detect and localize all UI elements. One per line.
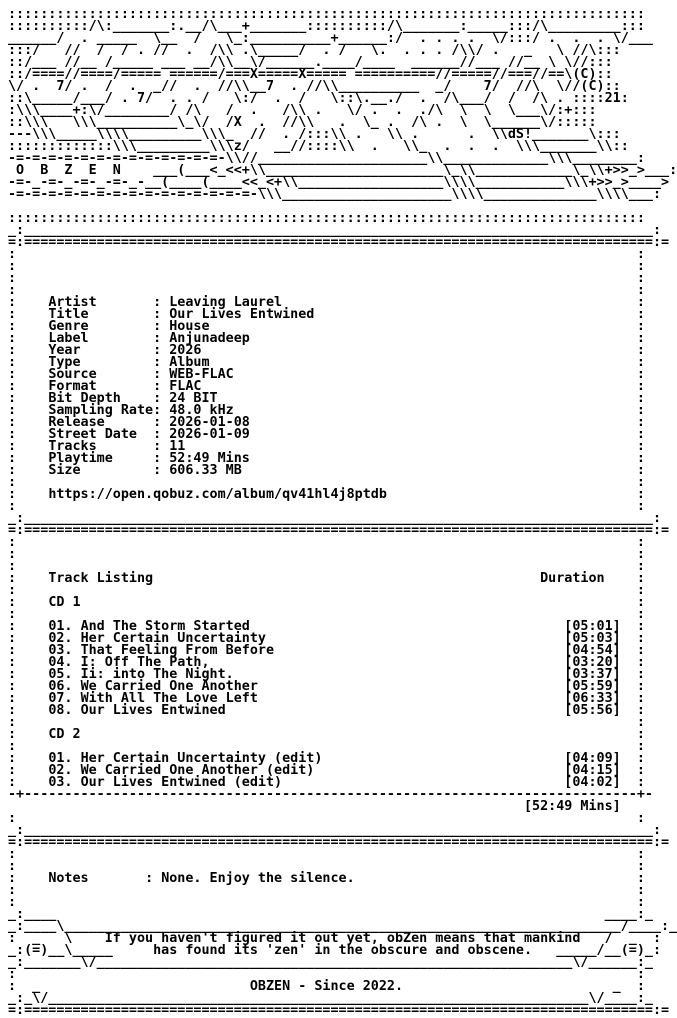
track-title: I: Off The Path, [80,655,210,670]
banner-art: ---\\\_____\\\\_________\\\_ // . /:::\\ . \\ . . \\dS!_______\::: [8,127,621,142]
notes-key: Notes [48,871,146,886]
banner-art: ______/ . _____ \__ / \_:__________+______:/ . . . . \/:::/ . . . \/___ [8,31,653,46]
info-key: Genre [48,319,154,334]
track-duration: [05:59] [564,679,621,694]
frame-blank: : : [8,607,645,622]
banner-line [8,187,662,202]
info-row-release: : Release : 2026-01-08 : [8,415,645,430]
info-row-playtime: : Playtime : 52:49 Mins : [8,451,645,466]
info-key: Tracks [48,439,154,454]
info-value: 2026 [169,343,202,358]
disc-label: CD 1 [48,595,81,610]
frame-rule-art: =:==============================================================================:= [8,523,670,538]
info-value: Leaving Laurel [169,295,283,310]
info-key: Title [48,307,154,322]
info-key: Artist [48,295,154,310]
info-value: 48.0 kHz [169,403,234,418]
track-title: We Carried One Another (edit) [80,763,315,778]
track-title: We Carried One Another [80,679,258,694]
frame-blank: : : [8,247,645,262]
info-row-sampling-rate: : Sampling Rate: 48.0 kHz : [8,403,645,418]
footer-art: : _ OBZEN - Since 2022. _ : [8,979,645,994]
info-url-row: : https://open.qobuz.com/album/qv41hl4j8ptdb : [8,487,645,502]
track-number: 05. [48,667,73,682]
notes-row: : Notes : None. Enjoy the silence. : [8,871,645,886]
info-row-bit-depth: : Bit Depth : 24 BIT : [8,391,645,406]
banner-art: ::\\\ \\\__________\_\/ /X . //\\ . \_ . /\ . \ \______\/::::: [8,115,597,130]
track-number: 03. [48,775,73,790]
track-duration: [04:54] [564,643,621,658]
banner-art: :\\\____+:\/________/ /\ / . /\\ . \/ . . ./\ \ \ \___\/:+::: [8,103,597,118]
frame-blank: : : [8,547,645,562]
track-duration: [03:37] [564,667,621,682]
tracklist-total: [52:49 Mins] [523,799,621,814]
track-number: 08. [48,703,73,718]
tracklist-heading: Track Listing [48,571,154,586]
info-value: 606.33 MB [169,463,242,478]
disc-label-row: : CD 2 : [8,727,645,742]
info-key: Size [48,463,154,478]
track-title: Our Lives Entwined (edit) [80,775,283,790]
track-row: : 07. With All The Love Left [06:33] : [8,691,645,706]
footer-art: _:____ ____:_ [8,907,653,922]
banner-art: -=-_-=-_-=-_-=-_-__(____(____<<_<+\\__________________\\\\___________\\\+>>_>____> [8,175,670,190]
frame-blank: : : [8,499,645,514]
track-row: : 04. I: Off The Path, [03:20] : [8,655,645,670]
info-value: Our Lives Entwined [169,307,315,322]
frame-blank: : : [8,859,645,874]
duration-heading: Duration [540,571,605,586]
track-duration: [04:02] [564,775,621,790]
info-row-label: : Label : Anjunadeep : [8,331,645,346]
track-title: And The Storm Started [80,619,250,634]
info-value: Anjunadeep [169,331,250,346]
frame-blank: : : [8,475,645,490]
tracklist-header: : Track Listing Duration : [8,571,645,586]
info-value: 2026-01-09 [169,427,250,442]
info-key: Year [48,343,154,358]
banner-art: -=-=-=-=-=-=-=-=-=-=-=-=-=-\\//_____________________\\_____________\\\________: [8,151,645,166]
track-row: : 08. Our Lives Entwined [05:56] : [8,703,645,718]
frame-blank: : : [8,811,645,826]
track-row: : 03. Our Lives Entwined (edit) [04:02] : [8,775,645,790]
info-row-year: : Year : 2026 : [8,343,645,358]
info-value: FLAC [169,379,202,394]
banner-art: ::/___ //__ /_____ ___ __/\\__\/______.____/____ ______//___ //__ \ \//::: [8,55,613,70]
frame-blank: : : [8,559,645,574]
banner-art: ::::::::::::::::::::::::::::::::::::::::::::::::::::::::::::::::::::::::::::::: [8,7,645,22]
track-title: Ii: into The Night. [80,667,234,682]
track-number: 03. [48,643,73,658]
track-number: 02. [48,631,73,646]
track-row: : 06. We Carried One Another [05:59] : [8,679,645,694]
info-value: WEB-FLAC [169,367,234,382]
banner-art: ::::::::::/\:_______:.__/\___+_______::::::::::/\_______:_____:::/\_________::: [8,19,645,34]
info-key: Release [48,415,154,430]
track-row: : 01. And The Storm Started [05:01] : [8,619,645,634]
banner-art: \/ . 7/ . / . _// . //\\__7 . //\\__________ _/ 7/ //\ \//(C):: [8,79,621,94]
frame-blank: : : [8,715,645,730]
info-value: 2026-01-08 [169,415,250,430]
frame-rule-art: _:______________________________________________________________________________: [8,511,662,526]
info-value: 24 BIT [169,391,218,406]
info-row-tracks: : Tracks : 11 : [8,439,645,454]
disc-label: CD 2 [48,727,81,742]
footer-art: : : [8,967,645,982]
frame-blank: : : [8,895,645,910]
banner-art: O B Z E N ___(___<_<<+\\______________________\_\\____________\_\\+>>_>___: [8,163,677,178]
frame-blank: : : [8,259,645,274]
footer-art: _:____\_____________________________________________________________________/____:_ [8,919,677,934]
track-number: 02. [48,763,73,778]
frame-dots-art: ::::::::::::::::::::::::::::::::::::::::::::::::::::::::::::::::::::::::::::::: [8,211,645,226]
track-duration: [06:33] [564,691,621,706]
track-title: That Feeling From Before [80,643,275,658]
info-row-artist: : Artist : Leaving Laurel : [8,295,645,310]
info-value: House [169,319,210,334]
info-row-source: : Source : WEB-FLAC : [8,367,645,382]
banner-art: ::\_____/___/ . 7/ . . / \:/ . / \::\.__./ . /\___/ / /\ . ::::21: [8,91,629,106]
frame-blank: : : [8,583,645,598]
info-row-type: : Type : Album : [8,355,645,370]
info-row-street-date: : Street Date : 2026-01-09 : [8,427,645,442]
track-duration: [05:01] [564,619,621,634]
frame-blank: : : [8,535,645,550]
footer-art: _:(=)__\_____ has found its 'zen' in the obscure and obscene. _____/__(=)_: [8,943,662,958]
banner-art: :::::::::::::\\\_________\\\z/ __//::::\\ . \\_ . . . \\\_______\\:: [8,139,629,154]
info-key: Format [48,379,154,394]
info-row-genre: : Genre : House : [8,319,645,334]
info-key: Sampling Rate [48,403,154,418]
track-duration: [04:09] [564,751,621,766]
frame-rule-art: =:==============================================================================:= [8,835,670,850]
footer-art: =:==============================================================================:= [8,1003,670,1018]
info-key: Source [48,367,154,382]
frame-blank: : : [8,283,645,298]
track-duration: [05:56] [564,703,621,718]
track-number: 06. [48,679,73,694]
info-row-format: : Format : FLAC : [8,379,645,394]
banner-art: ::/====//====/===== ======/===X=====X===== ==========//=====//===//==\(C):: [8,67,613,82]
info-row-size: : Size : 606.33 MB : [8,463,645,478]
frame-blank: : : [8,883,645,898]
footer-line [8,1003,670,1018]
footer-art: : _ \ If you haven't figured it out yet, obZen means that mankind / _ : [8,931,662,946]
frame-rule-art: -+----------------------------------------------------------------------------+- [8,787,653,802]
info-key: Street Date [48,427,154,442]
info-key: Label [48,331,154,346]
track-row: : 03. That Feeling From Before [04:54] : [8,643,645,658]
track-row: : 02. Her Certain Uncertainty [05:03] : [8,631,645,646]
release-url-link[interactable]: https://open.qobuz.com/album/qv41hl4j8ptdb [48,487,387,502]
banner-art: :::/ // / / . // . /\\ .\_____/ . / \. . . . /\\/ . _ \ //\::: [8,43,621,58]
info-key: Playtime [48,451,154,466]
track-number: 01. [48,751,73,766]
footer-art: _:_______\/___________________________________________________________\/______:_ [8,955,653,970]
track-number: 07. [48,691,73,706]
track-number: 01. [48,619,73,634]
info-value: 52:49 Mins [169,451,250,466]
notes-value: None. Enjoy the silence. [161,871,355,886]
track-row: : 02. We Carried One Another (edit) [04:15] : [8,763,645,778]
info-key: Type [48,355,154,370]
track-title: Our Lives Entwined [80,703,226,718]
track-duration: [05:03] [564,631,621,646]
track-duration: [03:20] [564,655,621,670]
info-row-title: : Title : Our Lives Entwined : [8,307,645,322]
footer-art: _:_\/___________________________________________________________________\/____:_ [8,991,653,1006]
track-number: 04. [48,655,73,670]
track-row: : 01. Her Certain Uncertainty (edit) [04:09] : [8,751,645,766]
track-title: With All The Love Left [80,691,258,706]
track-title: Her Certain Uncertainty (edit) [80,751,323,766]
frame-blank: : : [8,271,645,286]
banner-art: -=-=-=-=-=-=-=-=-=-=-=-=-=-=-=-\\\_____________________\\\\______________\\\\___: [8,187,662,202]
disc-label-row: : CD 1 : [8,595,645,610]
frame-blank: : : [8,847,645,862]
track-title: Her Certain Uncertainty [80,631,266,646]
track-row: : 05. Ii: into The Night. [03:37] : [8,667,645,682]
track-duration: [04:15] [564,763,621,778]
info-value: 11 [169,439,186,454]
nfo-text [8,7,677,1018]
frame-blank: : : [8,739,645,754]
frame-rule-art: _:______________________________________________________________________________: [8,823,662,838]
info-key: Bit Depth [48,391,154,406]
frame-rule-art: _:______________________________________________________________________________: [8,223,662,238]
info-value: Album [169,355,210,370]
frame-rule-art: =:==============================================================================:= [8,235,670,250]
